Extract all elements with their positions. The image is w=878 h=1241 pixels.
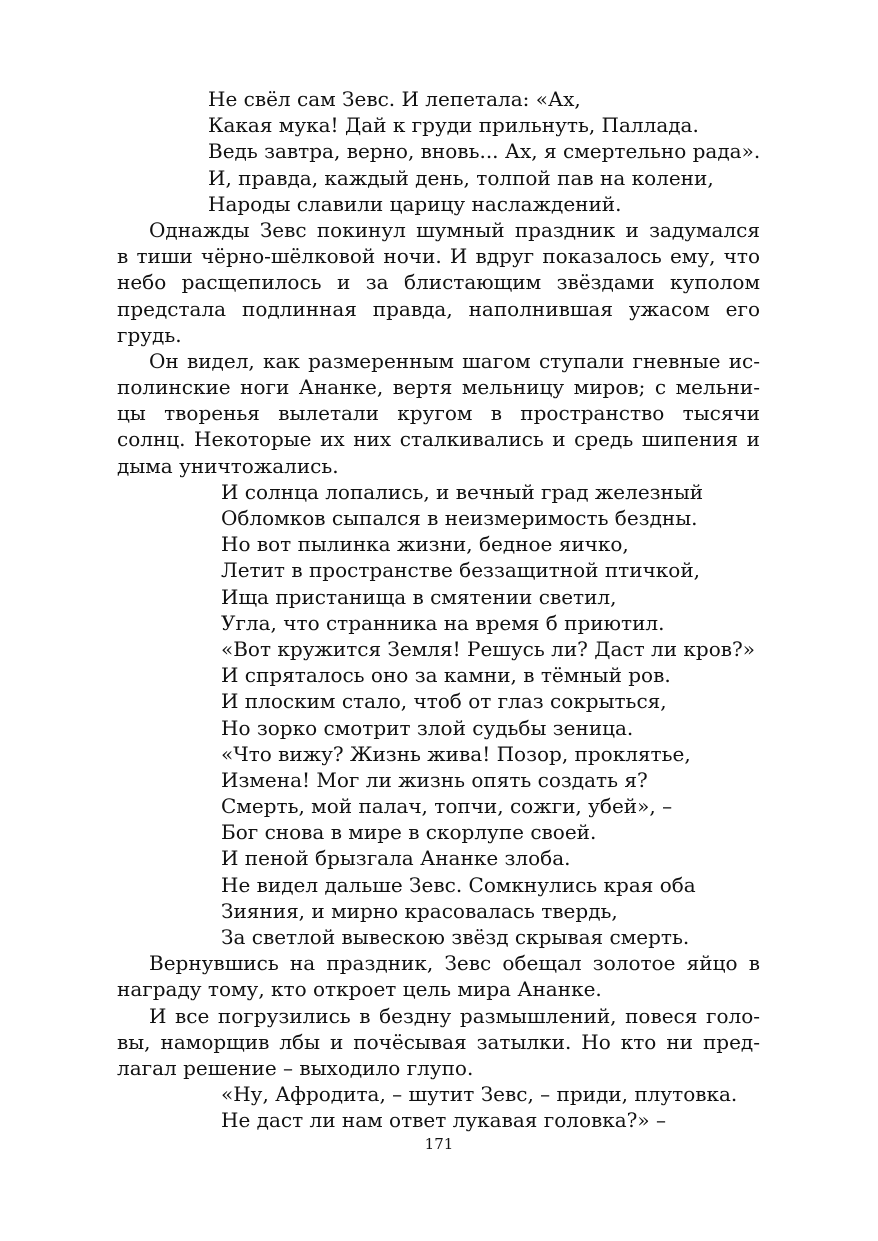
verse-line: И солнца лопались, и вечный град железный <box>221 479 704 504</box>
verse-line: Угла, что странника на время б приютил. <box>221 610 665 635</box>
verse-line: И плоским стало, чтоб от глаз сокрыться, <box>221 689 667 714</box>
paragraph-line: в тиши чёрно-шёлковой ночи. И вдруг показалось ему, что <box>117 244 760 269</box>
paragraph-line: И все погрузились в бездну размышлений, повеся голо- <box>149 1003 760 1028</box>
verse-line: И, правда, каждый день, толпой пав на колени, <box>208 165 714 190</box>
verse-line: «Что вижу? Жизнь жива! Позор, проклятье, <box>221 741 691 766</box>
paragraph-line: небо расщепилось и за блистающим звёздами куполом <box>117 270 760 295</box>
paragraph-line: дыма уничтожались. <box>117 453 339 478</box>
verse-line: И спряталось оно за камни, в тёмный ров. <box>221 663 671 688</box>
verse-line: Народы славили царицу наслаждений. <box>208 191 622 216</box>
paragraph-line: полинские ноги Ананке, вертя мельницу миров; с мельни- <box>117 375 760 400</box>
verse-line: За светлой вывескою звёзд скрывая смерть. <box>221 925 690 949</box>
paragraph-line: предстала подлинная правда, наполнившая ужасом его <box>117 296 760 321</box>
verse-line: Летит в пространстве беззащитной птичкой, <box>221 558 701 583</box>
paragraph-line: цы творенья вылетали кругом в пространство тысячи <box>117 401 760 426</box>
verse-line: Обломков сыпался в неизмеримость бездны. <box>221 506 698 530</box>
verse-line: Не видел дальше Зевс. Сомкнулись края оба <box>221 872 696 897</box>
verse-line: Но зорко смотрит злой судьбы зеница. <box>221 715 634 740</box>
verse-line: Бог снова в мире в скорлупе своей. <box>221 820 597 845</box>
verse-line: Ведь завтра, верно, вновь... Ах, я смертельно рада». <box>208 139 761 164</box>
paragraph-line: лагал решение – выходило глупо. <box>117 1055 474 1080</box>
verse-line: Измена! Мог ли жизнь опять создать я? <box>221 767 648 792</box>
page-text <box>117 86 760 1134</box>
verse-line: Не даст ли нам ответ лукавая головка?» – <box>221 1108 666 1133</box>
verse-line: И пеной брызгала Ананке злоба. <box>221 846 571 871</box>
verse-line: «Вот кружится Земля! Решусь ли? Даст ли кров?» <box>221 636 755 661</box>
verse-line: Зияния, и мирно красовалась твердь, <box>221 898 618 923</box>
paragraph-line: Однажды Зевс покинул шумный праздник и задумался <box>149 217 760 242</box>
verse-line: Какая мука! Дай к груди прильнуть, Паллада. <box>208 113 699 138</box>
verse-line: «Ну, Афродита, – шутит Зевс, – приди, плутовка. <box>221 1082 738 1107</box>
paragraph-line: Вернувшись на праздник, Зевс обещал золотое яйцо в <box>149 951 760 976</box>
verse-line: Не свёл сам Зевс. И лепетала: «Ах, <box>208 87 581 111</box>
paragraph-line: солнц. Некоторые их них сталкивались и средь шипения и <box>117 427 760 452</box>
paragraph-line: награду тому, кто откроет цель мира Ананке. <box>117 977 602 1002</box>
verse-line: Смерть, мой палач, топчи, сожги, убей», – <box>221 794 673 819</box>
verse-line: Но вот пылинка жизни, бедное яичко, <box>221 532 629 557</box>
paragraph-line: Он видел, как размеренным шагом ступали гневные ис- <box>149 348 760 373</box>
paragraph-line: вы, наморщив лбы и почёсывая затылки. Но кто ни пред- <box>117 1029 760 1054</box>
verse-line: Ища пристанища в смятении светил, <box>221 584 617 609</box>
paragraph-line: грудь. <box>117 322 182 347</box>
page-number: 171 <box>424 1135 454 1153</box>
